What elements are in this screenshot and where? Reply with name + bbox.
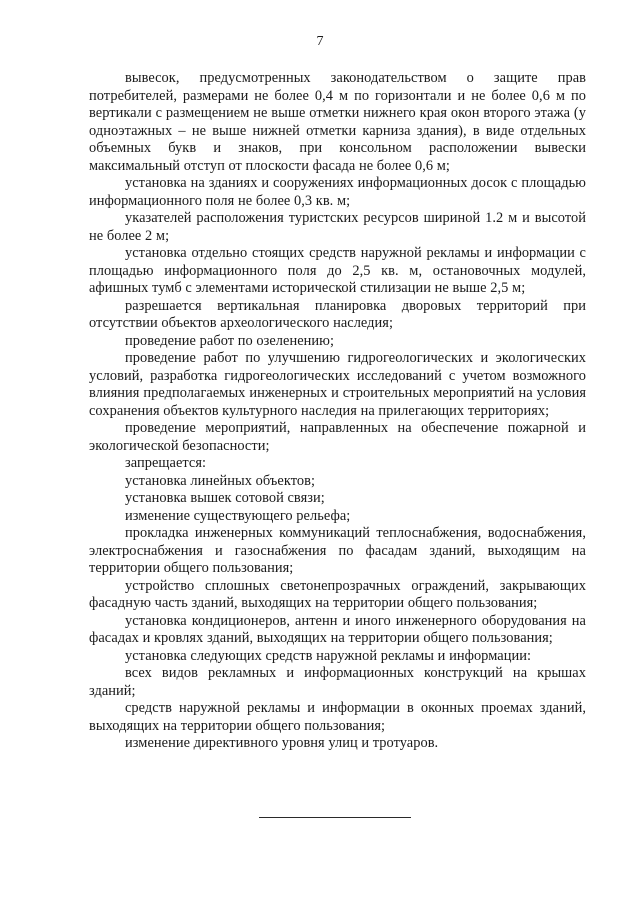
paragraph: устройство сплошных светонепрозрачных ограждений, закрывающих фасадную часть зданий, выходящих на территории общего пользования; xyxy=(89,577,586,611)
paragraph: установка следующих средств наружной рекламы и информации: xyxy=(125,647,532,664)
paragraph: средств наружной рекламы и информации в оконных проемах зданий, выходящих на территории общего пользования; xyxy=(89,700,586,734)
paragraph: проведение работ по озеленению; xyxy=(125,332,335,349)
paragraph: установка линейных объектов; xyxy=(125,472,315,489)
document-body xyxy=(89,70,586,753)
end-divider-line xyxy=(259,817,411,818)
paragraph: изменение директивного уровня улиц и тротуаров. xyxy=(125,735,439,751)
paragraph: вывесок, предусмотренных законодательством о защите прав потребителей, размерами не более 0,4 м по горизонтали и не более 0,6 м по вертикали с размещением не выше отметки нижнего края окон второго этажа (у одноэтажных – не выше нижней отметки карниза здания), в виде отдельных объемных букв и знаков, при консольном расположении вывески максимальный отступ от плоскости фасада не более 0,6 м; xyxy=(89,70,586,174)
paragraph: прокладка инженерных коммуникаций теплоснабжения, водоснабжения, электроснабжения и газоснабжения по фасадам зданий, выходящим на территории общего пользования; xyxy=(89,525,586,576)
paragraph: разрешается вертикальная планировка дворовых территорий при отсутствии объектов археологического наследия; xyxy=(89,297,586,331)
paragraph: проведение мероприятий, направленных на обеспечение пожарной и экологической безопасности; xyxy=(89,420,586,454)
paragraph: всех видов рекламных и информационных конструкций на крышах зданий; xyxy=(89,665,586,699)
paragraph: указателей расположения туристских ресурсов шириной 1.2 м и высотой не более 2 м; xyxy=(89,210,586,244)
paragraph: запрещается: xyxy=(125,455,207,471)
paragraph: установка вышек сотовой связи; xyxy=(125,490,325,506)
paragraph: изменение существующего рельефа; xyxy=(125,507,351,524)
paragraph: установка кондиционеров, антенн и иного инженерного оборудования на фасадах и кровлях зданий, выходящих на территории общего пользования; xyxy=(89,612,586,646)
paragraph: установка на зданиях и сооружениях информационных досок с площадью информационного поля не более 0,3 кв. м; xyxy=(89,175,586,209)
paragraph: установка отдельно стоящих средств наружной рекламы и информации с площадью информационного поля до 2,5 кв. м, остановочных модулей, афишных тумб с элементами исторической стилизации не выше 2,5 м; xyxy=(89,245,586,296)
page-number: 7 xyxy=(316,34,324,49)
paragraph: проведение работ по улучшению гидрогеологических и экологических условий, разработка гидрогеологических исследований с учетом возможного влияния предполагаемых инженерных и строительных мероприятий на условия сохранения объектов культурного наследия на прилегающих территориях; xyxy=(89,350,586,419)
